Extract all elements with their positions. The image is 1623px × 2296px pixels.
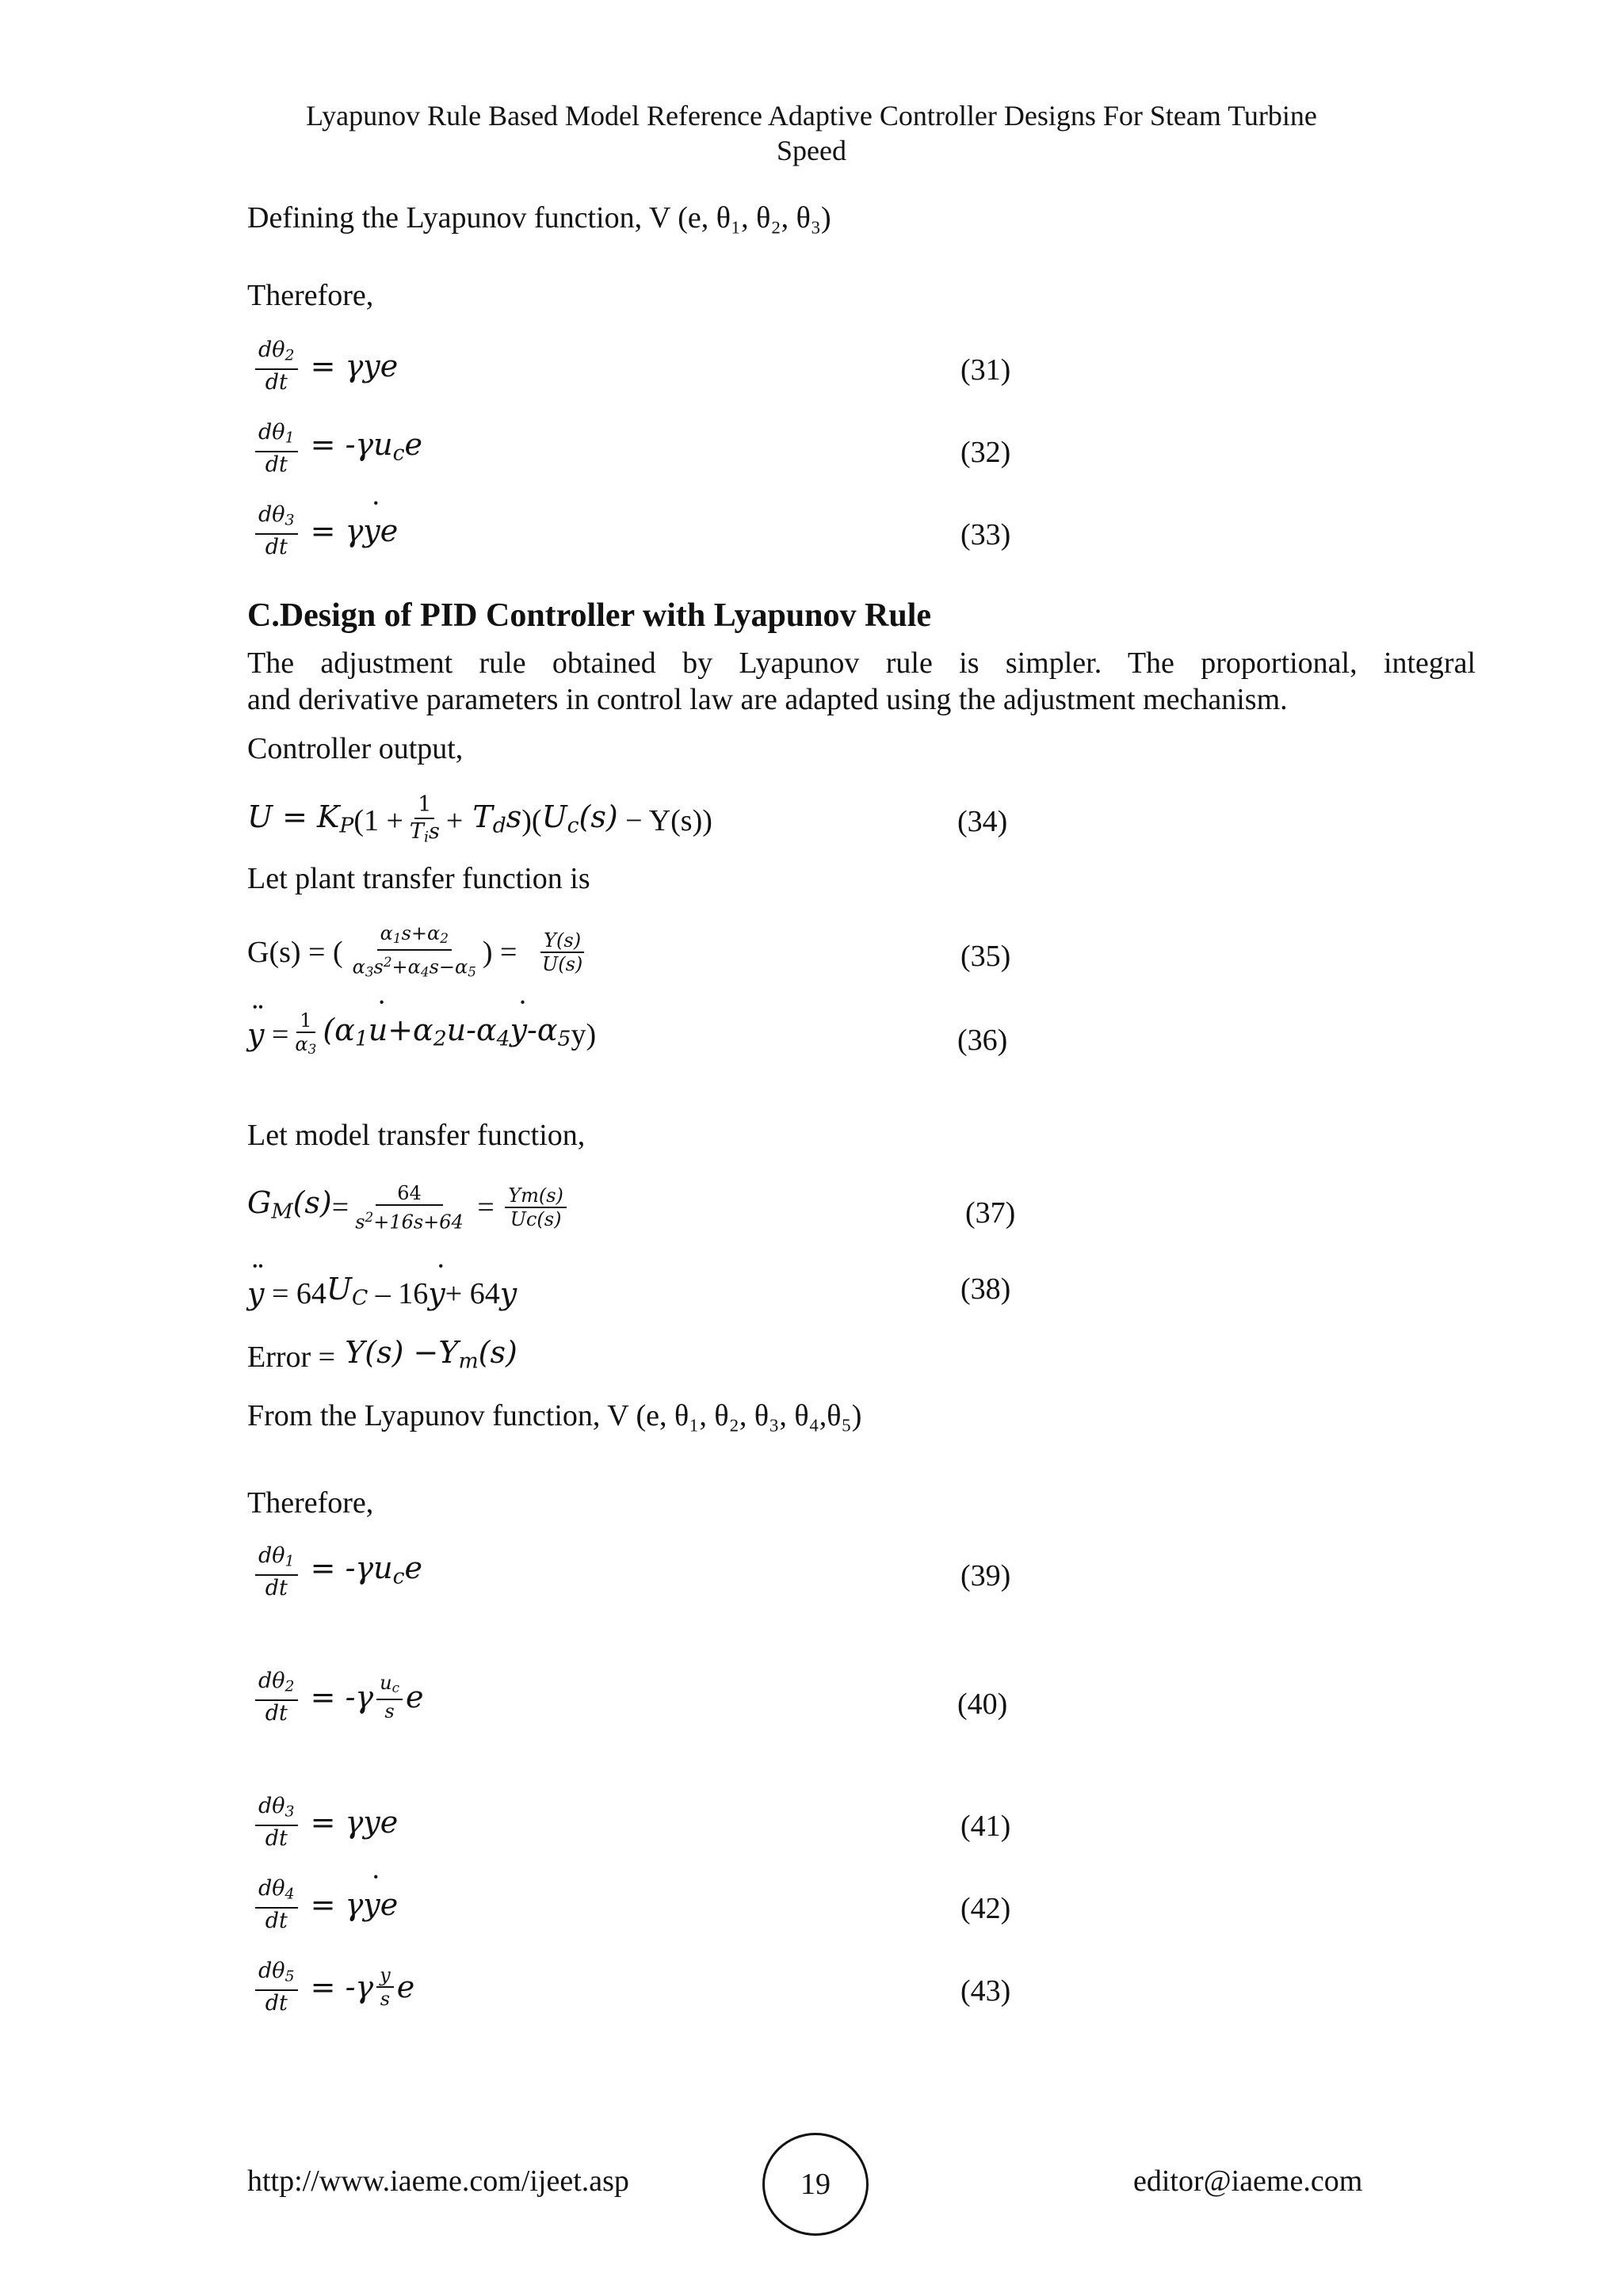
footer-email-link[interactable]: editor@iaeme.com xyxy=(1133,2164,1363,2198)
paragraph-line-2: and derivative parameters in control law are adapted using the adjustment mechanism. xyxy=(247,683,1288,716)
equation-43: $\frac{d\theta_5}{dt}$ = -γ $\frac{y}{s}$ e xyxy=(252,1958,414,2016)
controller-output-text: Controller output, xyxy=(247,732,464,765)
equation-36: y ¨ = $\frac{1}{\alpha_3}$ ($\alpha_1u$ $˙+\alpha_2u-\alpha_4y$ $˙-\alpha_5$ y) xyxy=(247,1009,596,1060)
equation-40: $\frac{d\theta_2}{dt}$ = -γ $\frac{u_c}{s}$ e xyxy=(252,1669,424,1726)
let-plant-text: Let plant transfer function is xyxy=(247,862,590,895)
error-equation: Error = $Y(s) -Y_m(s)$ xyxy=(247,1335,517,1374)
equation-number-38: (38) xyxy=(960,1272,1011,1306)
page-number-circle xyxy=(762,2133,869,2236)
page-number: 19 xyxy=(800,2168,831,2201)
section-paragraph xyxy=(247,645,1476,718)
equation-number-37: (37) xyxy=(965,1196,1016,1230)
equation-number-35: (35) xyxy=(960,940,1011,973)
running-header-line1: Lyapunov Rule Based Model Reference Adaptive Controller Designs For Steam Turbine xyxy=(306,100,1317,132)
from-lyapunov-text: From the Lyapunov function, V (e, θ₁, θ₂, θ₃, θ₄,θ₅) xyxy=(247,1399,862,1432)
paragraph-line-1: The adjustment rule obtained by Lyapunov rule is simpler. The proportional, integral xyxy=(247,646,1476,680)
error-label: Error = xyxy=(247,1340,336,1374)
equation-number-32: (32) xyxy=(960,436,1011,469)
equation-33: $\frac{d\theta_3}{dt}$ = γy ˙e xyxy=(252,502,398,560)
equation-number-31: (31) xyxy=(960,353,1011,387)
equation-42: $\frac{d\theta_4}{dt}$ = γy ˙e xyxy=(252,1876,398,1934)
therefore-text: Therefore, xyxy=(247,279,374,312)
section-heading: C.Design of PID Controller with Lyapunov Rule xyxy=(247,597,932,634)
defining-lyapunov-text: Defining the Lyapunov function, V (e, θ₁, θ₂, θ₃) xyxy=(247,201,831,235)
running-header-line2: Speed xyxy=(777,135,846,166)
equation-number-41: (41) xyxy=(960,1810,1011,1843)
equation-number-39: (39) xyxy=(960,1559,1011,1592)
equation-39: $\frac{d\theta_1}{dt}$ = $-\gamma u_ce$ xyxy=(252,1543,422,1601)
equation-number-34: (34) xyxy=(957,805,1008,838)
equation-35: G(s) = ( $\frac{\alpha_1s+\alpha_2}{\alpha_3s^2+\alpha_4s-\alpha_5}$ ) = $\frac{Y(s)}{U(s)}$ xyxy=(247,922,583,980)
equation-34: $U = K_P$ (1 + $\frac{1}{T_is}$ + $T_ds$ )( $U_c(s)$ − Y(s)) xyxy=(247,792,712,846)
equation-number-33: (33) xyxy=(960,518,1011,551)
therefore-text-2: Therefore, xyxy=(247,1486,374,1520)
equation-31: $\frac{d\theta_2}{dt}$ = γye xyxy=(252,338,398,395)
let-model-text: Let model transfer function, xyxy=(247,1119,586,1152)
equation-32: $\frac{d\theta_1}{dt}$ = $-\gamma u_ce$ xyxy=(252,420,422,478)
equation-number-42: (42) xyxy=(960,1892,1011,1925)
equation-37: $G_M(s)$ = $\frac{64}{s^2+16s+64}$ = $\frac{Ym(s)}{Uc(s)}$ xyxy=(247,1182,570,1233)
equation-number-36: (36) xyxy=(957,1024,1008,1057)
footer-url-link[interactable]: http://www.iaeme.com/ijeet.asp xyxy=(247,2164,629,2198)
equation-number-40: (40) xyxy=(957,1688,1008,1721)
equation-41: $\frac{d\theta_3}{dt}$ = γye xyxy=(252,1794,398,1852)
equation-38: y ¨ = 64 $U_C$ – 16 y ˙ + 64 y xyxy=(247,1271,517,1317)
equation-number-43: (43) xyxy=(960,1974,1011,2008)
